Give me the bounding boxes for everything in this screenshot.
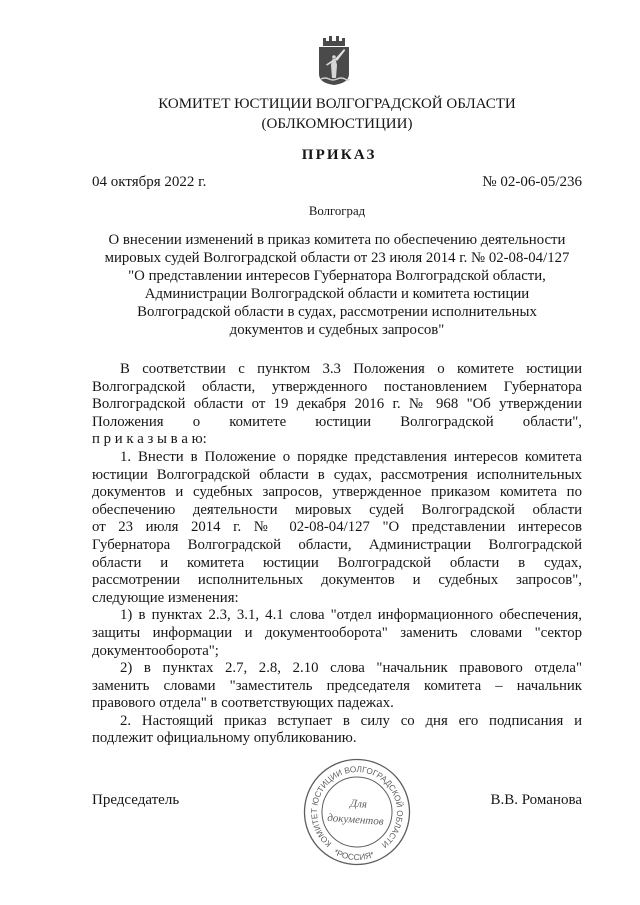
body-line: обеспечению деятельности мировых судей Волгоградской области — [92, 501, 582, 518]
body-line: защиты информации и документооборота" заменить словами "сектор — [92, 624, 582, 641]
body-line: 2. Настоящий приказ вступает в силу со дня его подписания и — [120, 712, 582, 729]
paragraph — [92, 361, 582, 449]
body-line: документов и судебных запросов, утвержденное приказом комитета по — [92, 484, 582, 501]
body-line: следующие изменения: — [92, 589, 239, 606]
order-body — [92, 361, 582, 748]
body-line: правового отдела" в соответствующих падежах. — [92, 695, 394, 712]
subject-line: О внесении изменений в приказ комитета по обеспечению деятельности — [108, 232, 566, 248]
doc-city: Волгоград — [308, 204, 366, 218]
body-line: Волгоградской области от 19 декабря 2016 г. № 968 "Об утверждении — [92, 396, 582, 413]
stamp-bottom-text-path: *РОССИЯ* — [332, 846, 376, 863]
subject-line: документов и судебных запросов" — [229, 322, 445, 338]
stamp-ring-text-path: КОМИТЕТ ЮСТИЦИИ ВОЛГОГРАДСКОЙ ОБЛАСТИ — [308, 763, 406, 851]
subject-line: Администрации Волгоградской области и комитета юстиции — [144, 286, 530, 302]
emblem-head — [332, 55, 336, 59]
body-line: 1) в пунктах 2.3, 3.1, 4.1 слова "отдел информационного обеспечения, — [120, 607, 582, 624]
paragraph — [92, 660, 582, 713]
body-line: Положения о комитете юстиции Волгоградской области", — [92, 413, 582, 430]
body-line: подлежит официальному опубликованию. — [92, 730, 357, 747]
subject-line: мировых судей Волгоградской области от 23 июля 2014 г. № 02-08-04/127 — [104, 250, 570, 266]
signatory-position: Председатель — [92, 792, 180, 808]
stamp-center-line-1: Для — [349, 797, 368, 811]
paragraph — [92, 713, 582, 748]
official-stamp — [302, 757, 412, 867]
body-line: области и комитета юстиции Волгоградской области в судах, — [92, 554, 582, 571]
stamp-center-line-2: документов — [326, 811, 384, 828]
org-short-name: (ОБЛКОМЮСТИЦИИ) — [261, 116, 413, 132]
body-line: заменить словами "заместитель председателя комитета – начальник — [92, 677, 582, 694]
doc-number: № 02-06-05/236 — [482, 174, 582, 190]
subject-line: "О представлении интересов Губернатора Волгоградской области, — [128, 268, 546, 284]
body-line: документооборота"; — [92, 642, 219, 659]
doc-type-title: ПРИКАЗ — [301, 147, 377, 163]
doc-meta-row — [92, 172, 582, 192]
body-line: от 23 июля 2014 г. № 02-08-04/127 "О представлении интересов — [92, 519, 582, 536]
emblem-crown — [323, 36, 345, 46]
body-line: 2) в пунктах 2.7, 2.8, 2.10 слова "начальник правового отдела" — [120, 660, 582, 677]
body-line: п р и к а з ы в а ю: — [92, 431, 207, 448]
doc-subject — [92, 231, 582, 339]
signatory-name: В.В. Романова — [490, 792, 582, 808]
paragraph — [92, 607, 582, 660]
body-line: Губернатора Волгоградской области, Администрации Волгоградской — [92, 536, 582, 553]
paragraph — [92, 449, 582, 607]
subject-line: Волгоградской области в судах, рассмотрении исполнительных — [137, 304, 537, 320]
body-line: рассмотрении исполнительных документов и судебных запросов", — [92, 572, 582, 589]
body-line: Волгоградской области, утвержденного постановлением Губернатора — [92, 378, 582, 395]
body-line: 1. Внести в Положение о порядке представления интересов комитета — [120, 448, 582, 465]
org-header — [92, 94, 582, 134]
doc-date: 04 октября 2022 г. — [92, 174, 207, 190]
coat-of-arms-icon — [317, 34, 351, 86]
body-line: юстиции Волгоградской области в судах, рассмотрения исполнительных — [92, 466, 582, 483]
org-name: КОМИТЕТ ЮСТИЦИИ ВОЛГОГРАДСКОЙ ОБЛАСТИ — [158, 96, 516, 112]
body-line: В соответствии с пунктом 3.3 Положения о комитете юстиции — [120, 361, 582, 377]
